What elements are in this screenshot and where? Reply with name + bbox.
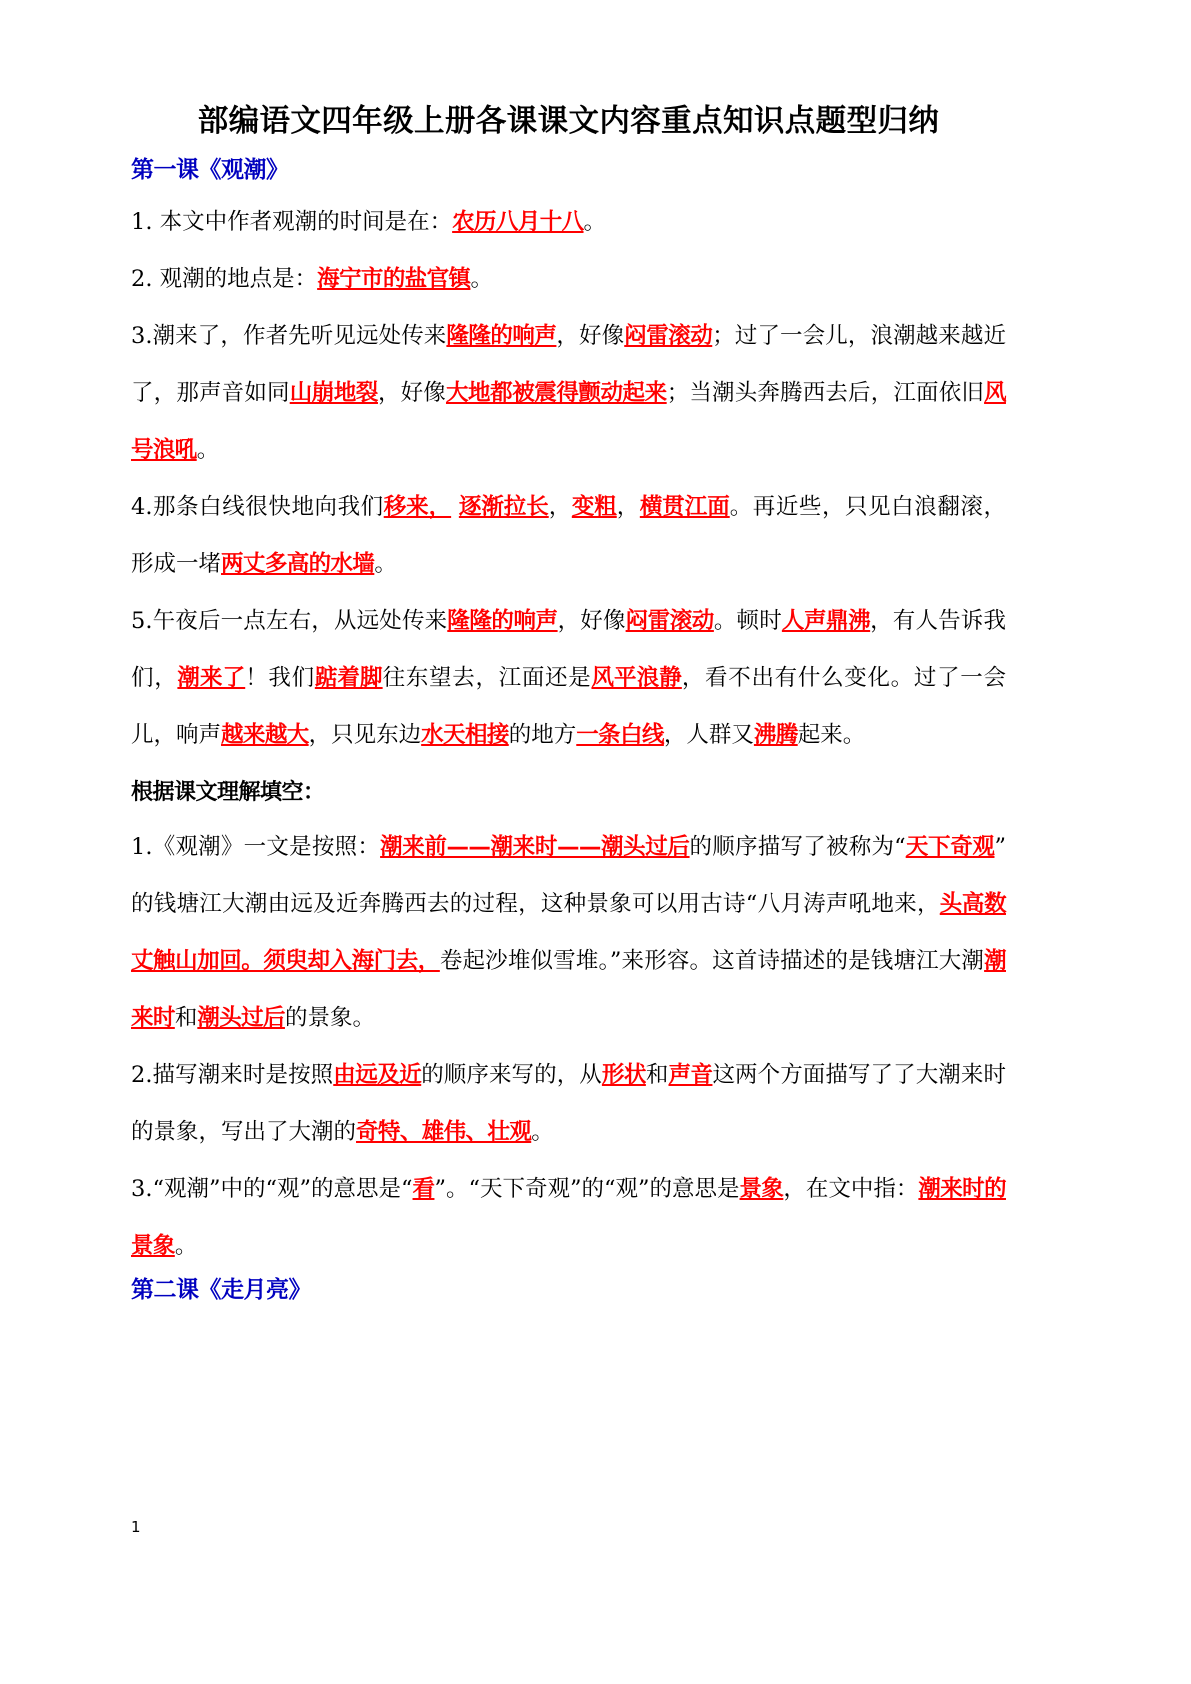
lesson-two-heading: 第二课《走月亮》 [131, 1276, 311, 1303]
highlighted-answer: 踮着脚 [314, 665, 383, 692]
highlighted-answer: 景象 [739, 1175, 784, 1202]
body-text: 和 [645, 1061, 669, 1088]
body-text: 。 [196, 437, 220, 464]
body-text: 。再近些，只见白浪翻滚，形成一堵 [131, 494, 1006, 578]
body-text: 。 [583, 209, 607, 236]
highlighted-answer: 一条白线 [576, 722, 664, 749]
highlighted-answer: 山崩地裂 [289, 380, 378, 407]
highlighted-answer: 头高数丈触山加回。须臾却入海门去， [131, 890, 1006, 974]
highlighted-answer: 隆隆的响声 [447, 608, 558, 635]
paragraph-q3 [131, 308, 1006, 479]
body-text: ”。“天下奇观”的“观”的意思是 [434, 1175, 740, 1202]
highlighted-answer: 奇特、雄伟、壮观 [356, 1118, 532, 1145]
body-text: ，好像 [557, 608, 626, 635]
paragraph-q5 [131, 593, 1006, 764]
highlighted-answer: 闷雷滚动 [624, 323, 713, 350]
body-text: ，看不出有什么变化。过了一会儿，响声 [131, 665, 1006, 749]
highlighted-answer: 潮来时的景象 [131, 1175, 1006, 1259]
paragraph-q4 [131, 479, 1006, 593]
paragraph-q2 [131, 251, 1006, 308]
highlighted-answer: 潮来了 [177, 665, 246, 692]
highlighted-answer: 潮头过后 [197, 1004, 285, 1031]
body-text: ”的钱塘江大潮由远及近奔腾西去的过程，这种景象可以用古诗“八月涛声吼地来， [131, 833, 1006, 917]
highlighted-answer: 风号浪吼 [131, 380, 1006, 464]
document-content [131, 104, 1006, 1314]
body-text: ！我们 [245, 665, 315, 692]
highlighted-answer: 横贯江面 [639, 494, 730, 521]
highlighted-answer: 闷雷滚动 [625, 608, 714, 635]
paragraph-f3 [131, 1161, 1006, 1275]
highlighted-answer: 变粗 [571, 494, 617, 521]
body-text: 。 [531, 1118, 554, 1145]
highlighted-answer: 越来越大 [221, 722, 309, 749]
body-text: ，好像 [377, 380, 446, 407]
body-text: 卷起沙堆似雪堆。”来形容。这首诗描述的是钱塘江大潮 [439, 947, 985, 974]
highlighted-answer: 移来， [383, 494, 452, 521]
body-text: 1.《观潮》一文是按照： [131, 833, 381, 860]
body-text: ；当潮头奔腾西去后，江面依旧 [666, 380, 985, 407]
highlighted-answer: 人声鼎沸 [781, 608, 871, 635]
highlighted-answer: 逐渐拉长 [458, 494, 549, 521]
body-text: ， [616, 494, 640, 521]
body-text: ，人群又 [663, 722, 754, 749]
highlighted-answer: 农历八月十八 [452, 209, 584, 236]
page-number: 1 [131, 1518, 141, 1536]
page-title: 部编语文四年级上册各课课文内容重点知识点题型归纳 [197, 104, 940, 139]
lesson-one-heading: 第一课《观潮》 [131, 157, 289, 184]
body-text: 4.那条白线很快地向我们 [131, 494, 384, 521]
body-text: 起来。 [797, 722, 866, 749]
body-text: 。 [374, 551, 397, 578]
body-text: ，好像 [556, 323, 625, 350]
body-text: 。顿时 [713, 608, 782, 635]
body-text: 2. 观潮的地点是： [131, 266, 318, 293]
highlighted-answer: 大地都被震得颤动起来 [445, 380, 667, 407]
paragraph-f2 [131, 1047, 1006, 1161]
body-text: 。 [174, 1232, 198, 1259]
highlighted-answer: 两丈多高的水墙 [221, 551, 375, 578]
highlighted-answer: 潮来前——潮来时——潮头过后 [380, 833, 690, 860]
highlighted-answer: 潮来时 [131, 947, 1006, 1031]
fill-in-items [131, 819, 1006, 1275]
highlighted-answer: 形状 [601, 1061, 646, 1088]
body-text: 和 [174, 1004, 198, 1031]
body-text: 3.“观潮”中的“观”的意思是“ [131, 1175, 413, 1202]
highlighted-answer: 水天相接 [421, 722, 509, 749]
body-text: 。 [470, 266, 493, 293]
body-text: 的景象。 [284, 1004, 375, 1031]
body-text: 1. 本文中作者观潮的时间是在： [131, 209, 453, 236]
body-text: ，有人告诉我们， [131, 608, 1006, 692]
fill-in-section-heading: 根据课文理解填空： [131, 780, 325, 806]
highlighted-answer: 天下奇观 [905, 833, 995, 860]
paragraph-f1 [131, 819, 1006, 1047]
paragraph-q1 [131, 194, 1006, 251]
body-text: ，在文中指： [783, 1175, 919, 1202]
lesson-one-items [131, 194, 1006, 764]
body-text: 的顺序来写的，从 [421, 1061, 602, 1088]
highlighted-answer: 由远及近 [333, 1061, 422, 1088]
body-text: ， [548, 494, 572, 521]
highlighted-answer: 风平浪静 [591, 665, 682, 692]
highlighted-answer: 海宁市的盐官镇 [317, 266, 471, 293]
body-text: 往东望去，江面还是 [382, 665, 592, 692]
highlighted-answer: 看 [412, 1175, 435, 1202]
highlighted-answer: 沸腾 [753, 722, 798, 749]
body-text: 2.描写潮来时是按照 [131, 1061, 334, 1088]
highlighted-answer: 声音 [668, 1061, 713, 1088]
highlighted-answer: 隆隆的响声 [446, 323, 557, 350]
body-text: 3.潮来了，作者先听见远处传来 [131, 323, 447, 350]
body-text: 的地方 [508, 722, 577, 749]
body-text: 的顺序描写了被称为“ [689, 833, 906, 860]
body-text: ；过了一会儿，浪潮越来越近了，那声音如同 [131, 323, 1006, 407]
body-text: 5.午夜后一点左右，从远处传来 [131, 608, 448, 635]
body-text: ，只见东边 [308, 722, 422, 749]
body-text: 这两个方面描写了了大潮来时的景象，写出了大潮的 [131, 1061, 1006, 1145]
body-text [451, 494, 459, 520]
